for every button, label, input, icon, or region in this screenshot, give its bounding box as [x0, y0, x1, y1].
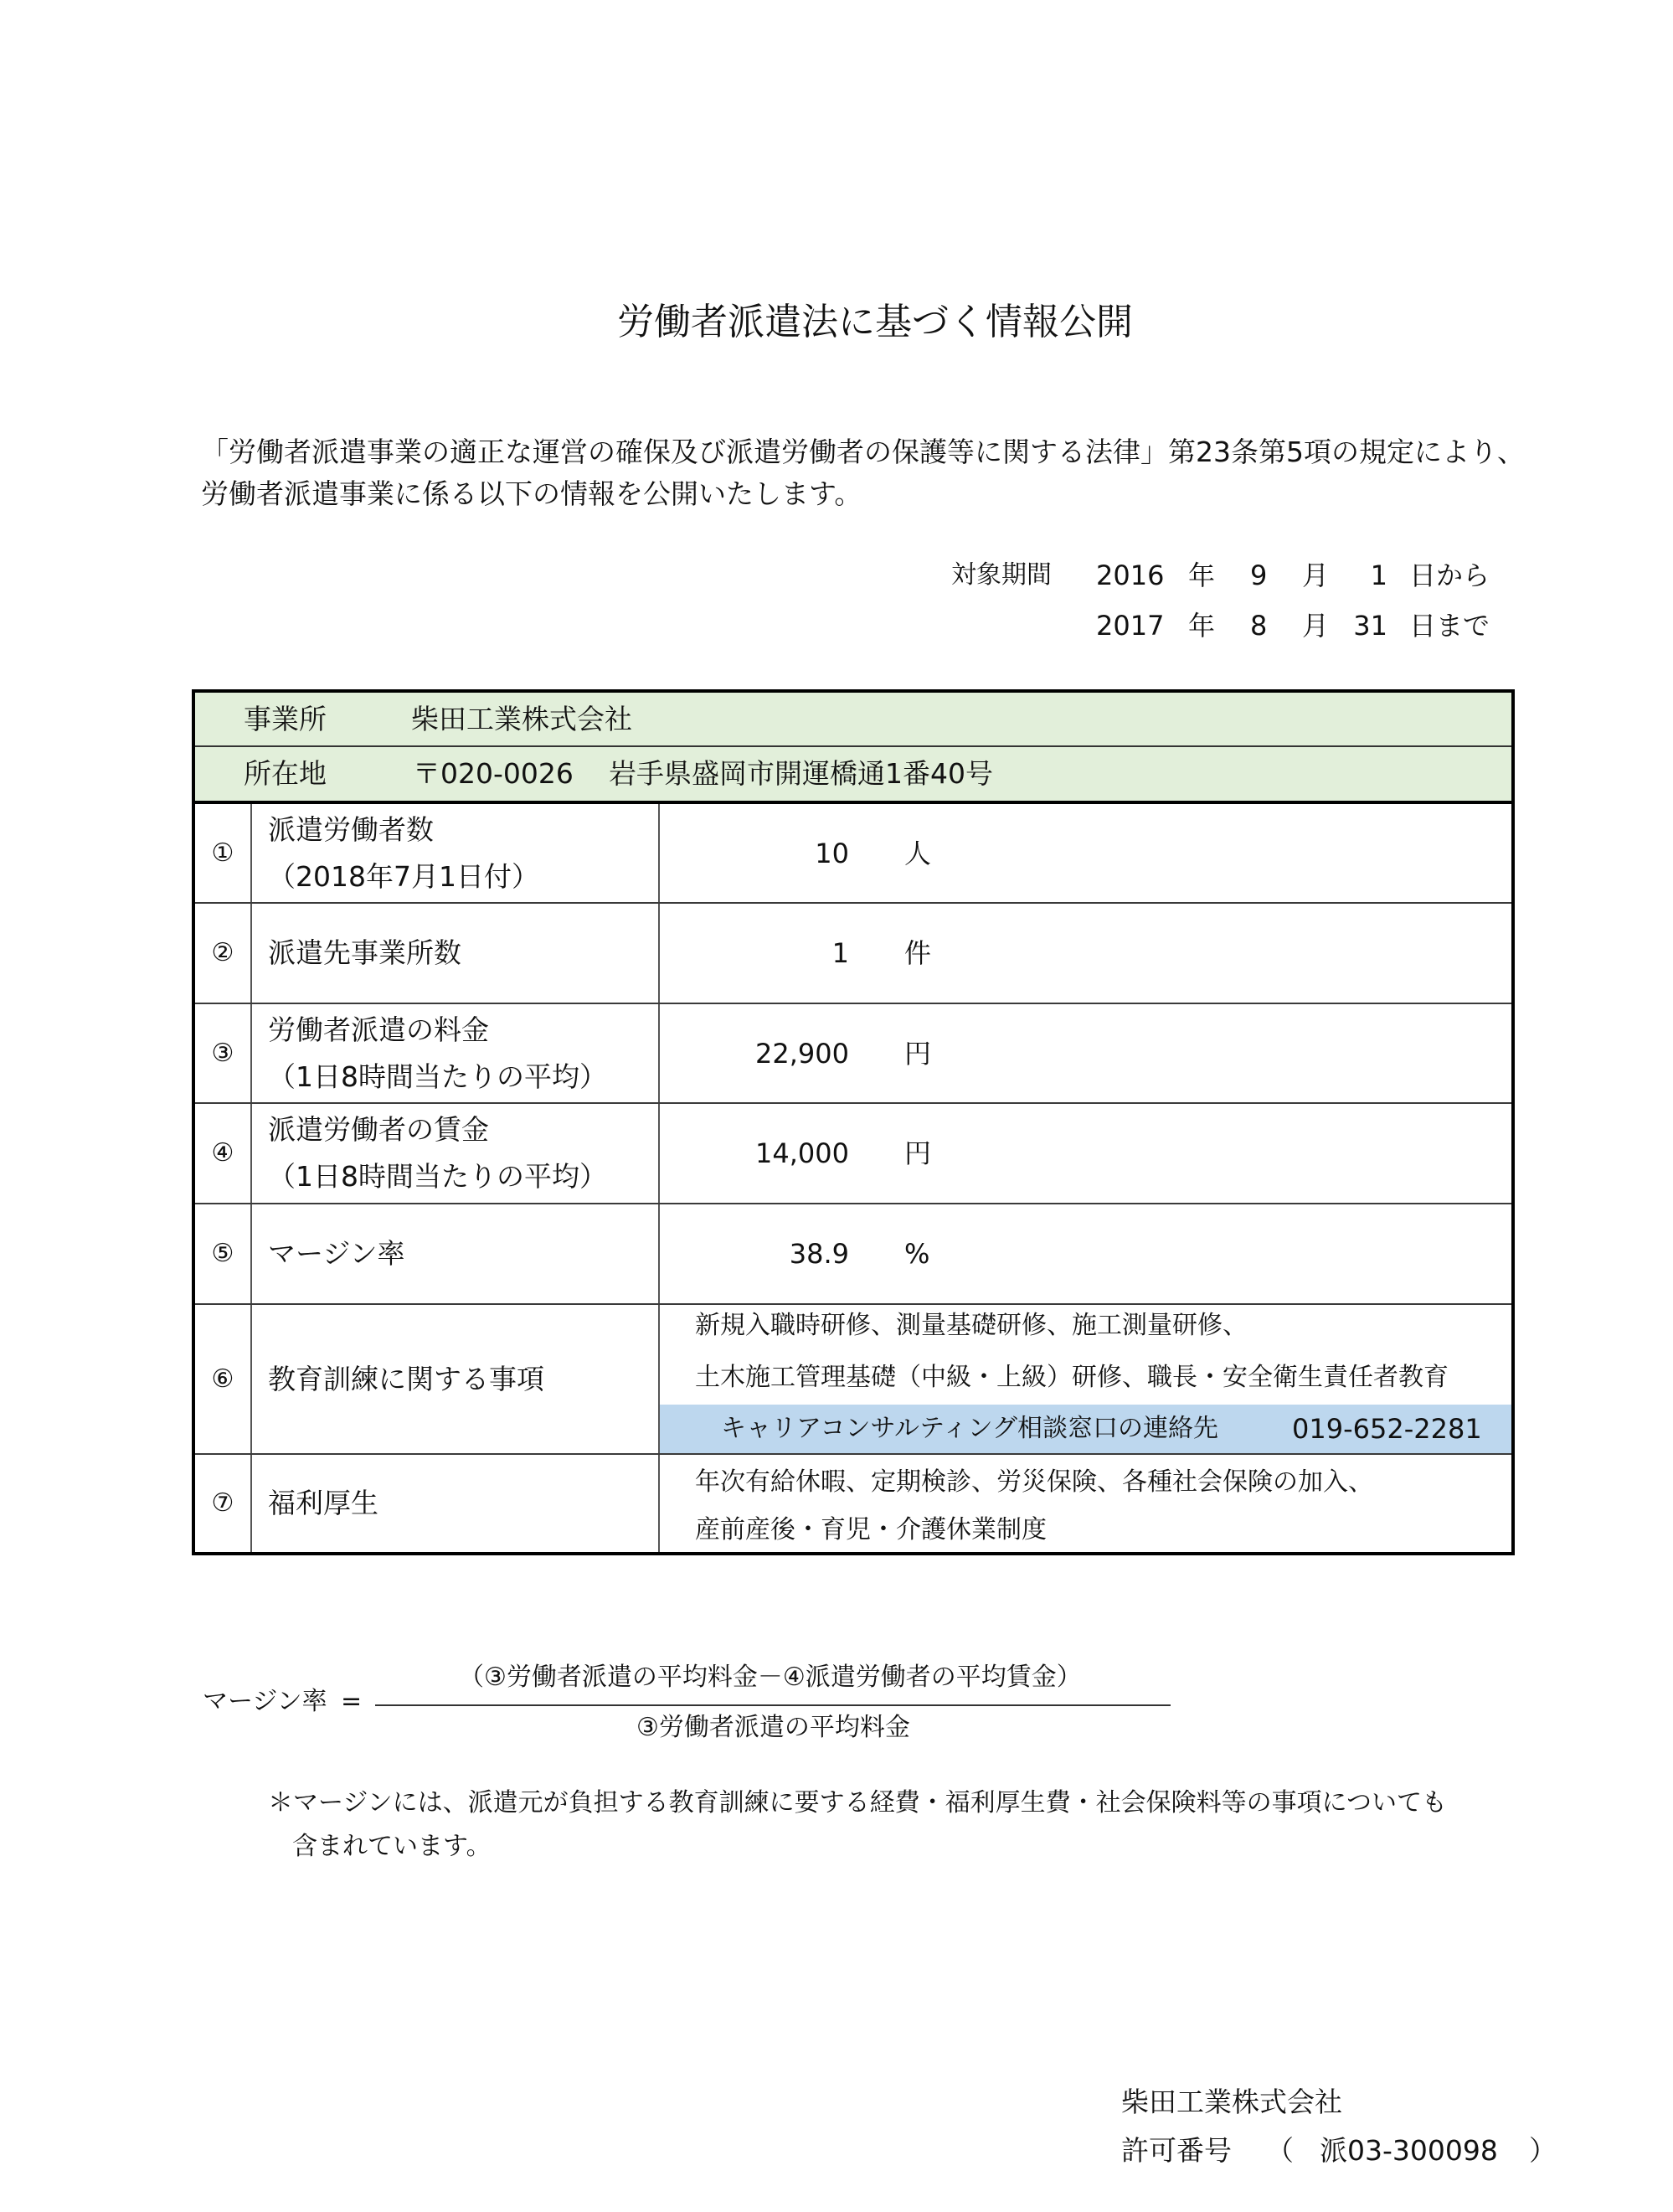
table-row-training	[195, 1305, 1511, 1455]
table-row-worker-wage	[195, 1104, 1511, 1204]
row-unit: %	[904, 1238, 930, 1270]
table-row-welfare	[195, 1455, 1511, 1552]
row-label-cell	[252, 1104, 660, 1203]
period-label: 対象期間	[951, 560, 1052, 590]
row-value-cell	[660, 1204, 1511, 1303]
row-number: ④	[195, 1104, 252, 1203]
location-row	[195, 747, 1511, 804]
license-close-paren: ）	[1529, 2134, 1557, 2167]
fraction-line	[375, 1704, 1171, 1706]
row-label-cell	[252, 1305, 660, 1453]
period-end-month: 8	[1250, 610, 1268, 642]
period-end-year: 2017	[1096, 610, 1165, 642]
period-start-month: 9	[1250, 559, 1268, 591]
row-label: 派遣先事業所数	[268, 936, 461, 969]
row-label: 労働者派遣の料金	[268, 1013, 489, 1046]
period-end-day-unit: 日まで	[1409, 610, 1490, 642]
row-label-cell	[252, 1455, 660, 1552]
row-sublabel: （1日8時間当たりの平均）	[268, 1060, 607, 1093]
row-label: 福利厚生	[268, 1487, 378, 1519]
intro-line-1: 「労働者派遣事業の適正な運営の確保及び派遣労働者の保護等に関する法律」第23条第5項の規定により、	[201, 436, 1525, 468]
row-number: ③	[195, 1004, 252, 1102]
row-value-cell	[660, 904, 1511, 1003]
row-label-cell	[252, 1204, 660, 1303]
table-row-client-sites	[195, 904, 1511, 1004]
row-number: ⑦	[195, 1455, 252, 1552]
period-start-year: 2016	[1096, 559, 1165, 591]
table-row-dispatched-workers	[195, 804, 1511, 904]
period-start-month-unit: 月	[1302, 559, 1330, 591]
career-consulting-phone: 019-652-2281	[1292, 1413, 1482, 1445]
office-label: 事業所	[244, 702, 327, 735]
row-label: 教育訓練に関する事項	[268, 1362, 544, 1395]
row-value: 22,900	[755, 1037, 849, 1070]
period-start-day: 1	[1370, 559, 1387, 591]
row-unit: 件	[904, 937, 932, 969]
row-value: 38.9	[789, 1238, 849, 1270]
license-open-paren: （	[1266, 2134, 1294, 2167]
row-value: 10	[815, 837, 849, 869]
formula-equals: =	[341, 1687, 363, 1716]
table-row-dispatch-fee	[195, 1004, 1511, 1104]
office-value: 柴田工業株式会社	[411, 702, 632, 735]
row-value: 14,000	[755, 1137, 849, 1169]
welfare-detail-line-1: 年次有給休暇、定期検診、労災保険、各種社会保険の加入、	[695, 1467, 1373, 1497]
row-label-cell	[252, 804, 660, 902]
row-sublabel: （1日8時間当たりの平均）	[268, 1160, 607, 1193]
row-value: 1	[831, 937, 849, 969]
row-value-cell	[660, 804, 1511, 902]
row-unit: 円	[904, 1137, 932, 1169]
row-label-cell	[252, 1004, 660, 1102]
office-row	[195, 693, 1511, 747]
footer-company: 柴田工業株式会社	[1121, 2086, 1342, 2118]
intro-line-2: 労働者派遣事業に係る以下の情報を公開いたします。	[201, 477, 862, 510]
period-end-day: 31	[1353, 610, 1387, 642]
table-row-margin-rate	[195, 1204, 1511, 1305]
formula-numerator: （③労働者派遣の平均料金－④派遣労働者の平均賃金）	[459, 1663, 1082, 1692]
row-unit: 円	[904, 1037, 932, 1070]
row-label-cell	[252, 904, 660, 1003]
license-label: 許可番号	[1121, 2134, 1232, 2167]
row-unit: 人	[904, 837, 932, 869]
row-label: マージン率	[268, 1237, 405, 1270]
period-end-year-unit: 年	[1188, 610, 1216, 642]
row-label: 派遣労働者数	[268, 812, 434, 846]
info-table	[192, 689, 1515, 1555]
row-value-cell	[660, 1004, 1511, 1102]
location-label: 所在地	[244, 757, 327, 790]
address: 岩手県盛岡市開運橋通1番40号	[609, 757, 993, 790]
career-consulting-contact	[660, 1405, 1511, 1453]
license-number: 派03-300098	[1320, 2134, 1498, 2167]
row-number: ①	[195, 804, 252, 902]
footnote-line-1: ＊マージンには、派遣元が負担する教育訓練に要する経費・福利厚生費・社会保険料等の事項についても	[268, 1788, 1448, 1818]
row-number: ⑤	[195, 1204, 252, 1303]
period-end-month-unit: 月	[1302, 610, 1330, 642]
row-sublabel: （2018年7月1日付）	[268, 859, 539, 893]
postal-code: 〒020-0026	[413, 757, 574, 790]
period-start-day-unit: 日から	[1409, 559, 1490, 591]
row-number: ⑥	[195, 1305, 252, 1453]
page-title: 労働者派遣法に基づく情報公開	[617, 301, 1133, 343]
training-detail-line-1: 新規入職時研修、測量基礎研修、施工測量研修、	[695, 1311, 1248, 1340]
welfare-detail-line-2: 産前産後・育児・介護休業制度	[695, 1515, 1047, 1544]
footnote-line-2: 含まれています。	[292, 1832, 492, 1861]
training-detail-line-2: 土木施工管理基礎（中級・上級）研修、職長・安全衛生責任者教育	[695, 1363, 1449, 1392]
row-value-cell	[660, 1455, 1511, 1552]
row-number: ②	[195, 904, 252, 1003]
row-value-cell	[660, 1104, 1511, 1203]
row-label: 派遣労働者の賃金	[268, 1113, 489, 1146]
period-start-year-unit: 年	[1188, 559, 1216, 591]
formula-label: マージン率	[203, 1687, 327, 1716]
formula-denominator: ③労働者派遣の平均料金	[636, 1713, 910, 1742]
career-consulting-label: キャリアコンサルティング相談窓口の連絡先	[721, 1414, 1218, 1443]
row-value-cell	[660, 1305, 1511, 1453]
